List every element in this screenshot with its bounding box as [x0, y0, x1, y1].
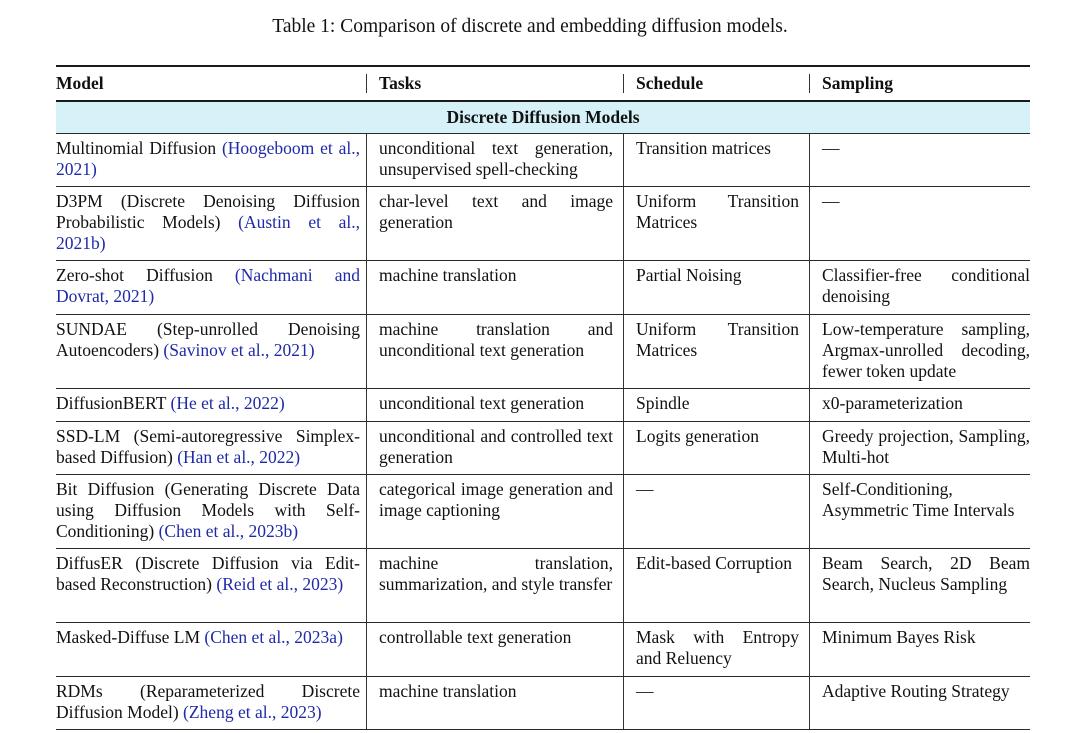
model-name: Zero-shot Diffusion — [56, 265, 213, 285]
citation-link[interactable]: (Chen et al., 2023b) — [158, 521, 299, 541]
row-rule — [56, 729, 1030, 730]
citation-link[interactable]: (Zheng et al., 2023) — [183, 702, 322, 722]
model-name: SSD-LM (Semi-autoregressive Simplex-based Diffusion) — [56, 426, 360, 467]
table-row — [56, 187, 1030, 260]
section-header: Discrete Diffusion Models — [56, 102, 1030, 133]
sampling-cell: Classifier-free conditional denoising — [809, 261, 1030, 314]
sampling-cell: Self-Conditioning, Asymmetric Time Intervals — [809, 475, 1030, 548]
tasks-cell: char-level text and image generation — [366, 187, 623, 260]
schedule-cell: Spindle — [623, 389, 809, 421]
tasks-cell: unconditional text generation — [366, 389, 623, 421]
sampling-cell: Beam Search, 2D Beam Search, Nucleus Sampling — [809, 549, 1030, 622]
table-row — [56, 422, 1030, 474]
citation-link[interactable]: (Hoogeboom et al., 2021) — [56, 138, 360, 179]
model-cell — [56, 549, 366, 622]
model-cell — [56, 623, 366, 676]
schedule-cell: — — [623, 475, 809, 548]
citation-link[interactable]: (Chen et al., 2023a) — [204, 627, 343, 647]
schedule-cell: Mask with Entropy and Reluency — [623, 623, 809, 676]
citation-link[interactable]: (Han et al., 2022) — [177, 447, 301, 467]
schedule-cell: Partial Noising — [623, 261, 809, 314]
sampling-cell: — — [809, 187, 1030, 260]
table-row — [56, 134, 1030, 186]
model-name: D3PM (Discrete Denoising Diffusion Probabilistic Models) — [56, 191, 360, 232]
sampling-cell: Adaptive Routing Strategy — [809, 677, 1030, 729]
model-name: DiffusER (Discrete Diffusion via Edit-based Reconstruction) — [56, 553, 360, 594]
sampling-cell: Minimum Bayes Risk — [809, 623, 1030, 676]
header-model: Model — [56, 73, 104, 93]
tasks-cell: machine translation, summarization, and style transfer — [366, 549, 623, 622]
schedule-cell: Logits generation — [623, 422, 809, 474]
header-sampling: Sampling — [809, 74, 1030, 93]
citation-link[interactable]: (Reid et al., 2023) — [216, 574, 344, 594]
schedule-cell: — — [623, 677, 809, 729]
citation-link[interactable]: (Nachmani and Dovrat, 2021) — [56, 265, 360, 306]
citation-link[interactable]: (Austin et al., 2021b) — [56, 212, 360, 253]
header-schedule: Schedule — [623, 74, 809, 93]
sampling-cell: Greedy projection, Sampling, Multi-hot — [809, 422, 1030, 474]
sampling-cell: x0-parameterization — [809, 389, 1030, 421]
table-row — [56, 261, 1030, 314]
table-caption: Table 1: Comparison of discrete and embedding diffusion models. — [272, 16, 788, 37]
model-cell — [56, 315, 366, 388]
tasks-cell: machine translation and unconditional text generation — [366, 315, 623, 388]
model-cell — [56, 422, 366, 474]
model-cell — [56, 187, 366, 260]
model-name: SUNDAE (Step-unrolled Denoising Autoencoders) — [56, 319, 360, 360]
model-name: RDMs (Reparameterized Discrete Diffusion Model) — [56, 681, 360, 722]
table-row — [56, 475, 1030, 548]
model-cell — [56, 677, 366, 729]
table-row — [56, 549, 1030, 622]
sampling-cell: — — [809, 134, 1030, 186]
citation-link[interactable]: (Savinov et al., 2021) — [163, 340, 315, 360]
schedule-cell: Uniform Transition Matrices — [623, 315, 809, 388]
model-cell — [56, 475, 366, 548]
table-row — [56, 677, 1030, 729]
tasks-cell: categorical image generation and image captioning — [366, 475, 623, 548]
schedule-cell: Edit-based Corruption — [623, 549, 809, 622]
sampling-cell: Low-temperature sampling, Argmax-unrolled decoding, fewer token update — [809, 315, 1030, 388]
table-row — [56, 315, 1030, 388]
header-tasks: Tasks — [366, 74, 623, 93]
model-name: Masked-Diffuse LM — [56, 627, 201, 647]
model-name: Multinomial Diffusion — [56, 138, 217, 158]
tasks-cell: machine translation — [366, 677, 623, 729]
schedule-cell: Uniform Transition Matrices — [623, 187, 809, 260]
table-row — [56, 389, 1030, 421]
header-row — [56, 67, 1030, 100]
citation-link[interactable]: (He et al., 2022) — [170, 393, 285, 413]
model-cell — [56, 134, 366, 186]
tasks-cell: unconditional and controlled text generation — [366, 422, 623, 474]
model-name: DiffusionBERT — [56, 393, 167, 413]
table-row — [56, 623, 1030, 676]
model-cell — [56, 389, 366, 421]
comparison-table — [56, 65, 1030, 730]
model-cell — [56, 261, 366, 314]
tasks-cell: controllable text generation — [366, 623, 623, 676]
model-name: Bit Diffusion (Generating Discrete Data using Diffusion Models with Self-Conditioning) — [56, 479, 360, 541]
tasks-cell: unconditional text generation, unsupervised spell-checking — [366, 134, 623, 186]
tasks-cell: machine translation — [366, 261, 623, 314]
schedule-cell: Transition matrices — [623, 134, 809, 186]
